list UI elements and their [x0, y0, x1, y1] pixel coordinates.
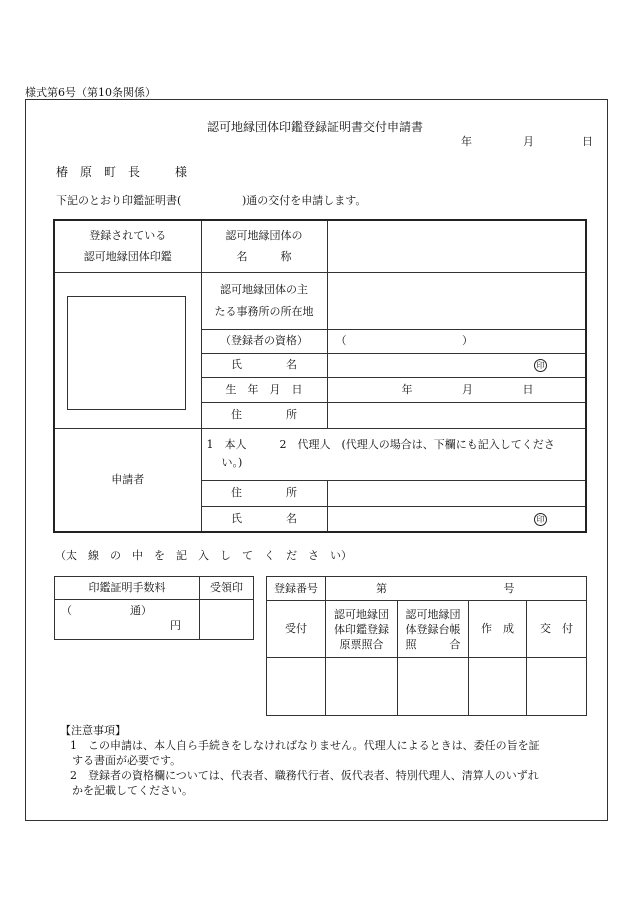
applicant-type-field[interactable]: 1 本人 2 代理人 (代理人の場合は、下欄にも記入してくださ い。) [201, 428, 586, 480]
org-name-field[interactable] [327, 220, 586, 272]
qualification-field[interactable] [327, 329, 586, 353]
applicant-address-field[interactable] [327, 480, 586, 506]
applicant-seal-mark: 印 [534, 513, 547, 526]
receipt-stamp-field[interactable] [200, 600, 254, 640]
reception-label: 受付 [267, 601, 326, 658]
office-address-label: 認可地縁団体の主 たる事務所の所在地 [201, 272, 327, 329]
issuance-label: 交 付 [527, 601, 587, 658]
fee-label: 印鑑証明手数料 [55, 577, 200, 600]
date-month-label: 月 [523, 135, 534, 148]
reg-no-field[interactable]: 第 号 [326, 577, 587, 601]
issuance-stamp-field[interactable] [527, 658, 587, 716]
reg-no-label: 登録番号 [267, 577, 326, 601]
applicant-name-label: 氏 名 [201, 506, 327, 532]
date-year-label: 年 [461, 135, 472, 148]
reception-stamp-field[interactable] [267, 658, 326, 716]
birthdate-field[interactable] [327, 377, 586, 402]
birth-month-label: 月 [462, 382, 473, 396]
creation-stamp-field[interactable] [469, 658, 527, 716]
note-item-1: 1 この申請は、本人自ら手続きをしなければなりません。代理人によるときは、委任の旨を証 する書面が必要です。 [70, 739, 540, 767]
addressee-honorific: 様 [175, 165, 188, 179]
registrant-name-field[interactable] [327, 353, 586, 377]
qualification-label: （登録者の資格） [201, 329, 327, 353]
notes-heading: 【注意事項】 [60, 724, 126, 737]
seal-mark: 印 [534, 359, 547, 372]
creation-label: 作 成 [469, 601, 527, 658]
fee-table [54, 576, 254, 640]
applicant-name-field[interactable] [327, 506, 586, 532]
office-address-field[interactable] [327, 272, 586, 329]
fee-field[interactable]: （ 通） 円 [55, 600, 200, 640]
birthdate-label: 生 年 月 日 [201, 377, 327, 402]
addressee-name: 椿 原 町 長 [56, 165, 141, 179]
original-check-label: 認可地縁団 体印鑑登録 原票照合 [326, 601, 398, 658]
date-day-label: 日 [582, 135, 593, 148]
birth-day-label: 日 [522, 382, 534, 396]
registration-table [266, 576, 587, 716]
request-sentence-prefix: 下記のとおり印鑑証明書( [56, 194, 182, 207]
org-name-label: 認可地縁団体の 名 称 [201, 220, 327, 272]
qualification-close-paren: ） [462, 334, 473, 348]
ledger-check-label: 認可地縁団 体登録台帳 照 合 [398, 601, 469, 658]
ledger-check-stamp-field[interactable] [398, 658, 469, 716]
note-item-2: 2 登録者の資格欄については、代表者、職務代行者、仮代表者、特別代理人、清算人のいずれ かを記載してください。 [70, 769, 539, 797]
registered-seal-header: 登録されている 認可地縁団体印鑑 [54, 220, 201, 272]
applicant-address-label: 住 所 [201, 480, 327, 506]
form-id: 様式第6号（第10条関係） [25, 86, 156, 99]
notes [60, 723, 590, 798]
applicant-label: 申請者 [54, 428, 201, 532]
registrant-address-label: 住 所 [201, 402, 327, 428]
birth-year-label: 年 [401, 382, 413, 396]
seal-impression-box [67, 296, 186, 410]
receipt-stamp-label: 受領印 [200, 577, 254, 600]
registrant-name-label: 氏 名 [201, 353, 327, 377]
form-title: 認可地縁団体印鑑登録証明書交付申請書 [206, 120, 423, 134]
registrant-address-field[interactable] [327, 402, 586, 428]
original-check-stamp-field[interactable] [326, 658, 398, 716]
request-sentence-suffix: )通の交付を申請します。 [242, 194, 367, 207]
fill-instruction: （太 線 の 中 を 記 入 し て く だ さ い） [55, 549, 352, 562]
qualification-open-paren: （ [335, 334, 347, 348]
